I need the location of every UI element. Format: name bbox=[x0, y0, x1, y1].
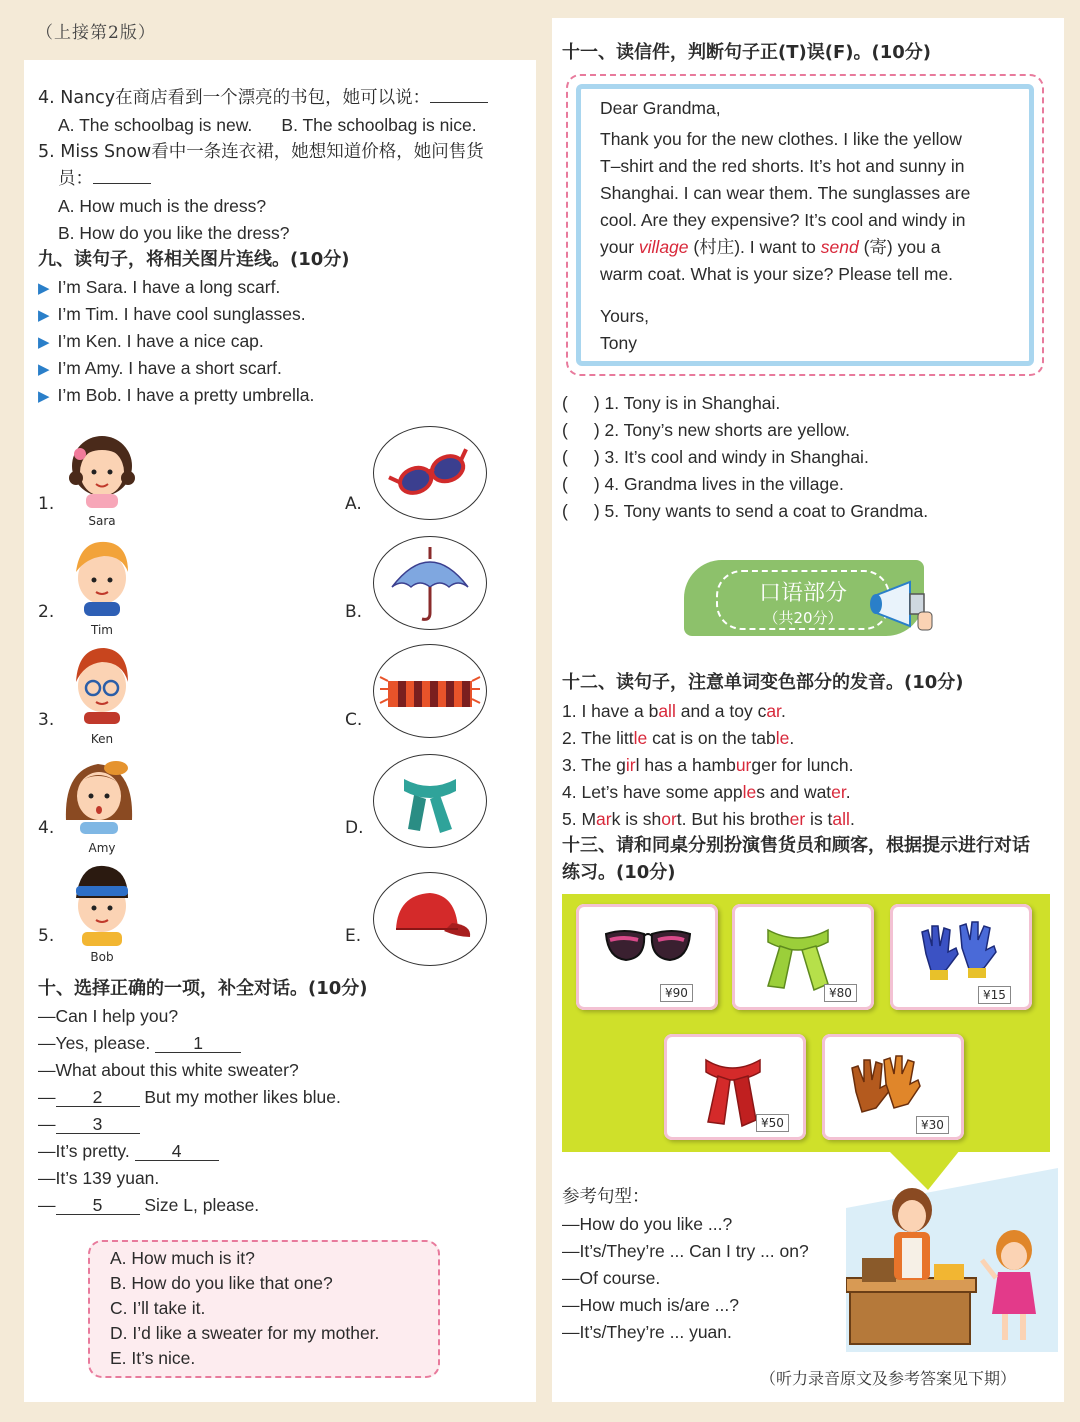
item-letter: E. bbox=[345, 926, 362, 946]
sunglasses-icon bbox=[600, 922, 696, 972]
reference-sentence: —It’s/They’re ... Can I try ... on? bbox=[562, 1241, 809, 1261]
picture-oval bbox=[373, 644, 487, 738]
option-a: A. How much is it? bbox=[110, 1248, 255, 1268]
letter-line: warm coat. What is your size? Please tell me. bbox=[600, 264, 954, 284]
q5-option-b: B. How do you like the dress? bbox=[58, 223, 290, 243]
letter-signature: Tony bbox=[600, 333, 637, 353]
price-tag: ¥80 bbox=[824, 984, 857, 1002]
umbrella-icon bbox=[374, 537, 486, 629]
dialogue-line: — 5 Size L, please. bbox=[38, 1195, 260, 1215]
long-scarf-icon bbox=[374, 645, 486, 737]
price-tag: ¥90 bbox=[660, 984, 693, 1002]
blank-3[interactable]: 3 bbox=[56, 1115, 140, 1134]
person-number: 2. bbox=[38, 602, 55, 622]
blank-4[interactable]: 4 bbox=[135, 1142, 219, 1161]
picture-oval bbox=[373, 536, 487, 630]
person-name: Ken bbox=[90, 732, 114, 746]
picture-oval bbox=[373, 872, 487, 966]
section-9-heading: 九、读句子，将相关图片连线。(10分) bbox=[38, 249, 350, 270]
reference-sentence: —How much is/are ...? bbox=[562, 1295, 739, 1315]
letter-line: cool. Are they expensive? It’s cool and windy in bbox=[600, 210, 966, 230]
section-11-heading: 十一、读信件，判断句子正(T)误(F)。(10分) bbox=[562, 42, 931, 63]
tf-statement-3: ( ) 3. It’s cool and windy in Shanghai. bbox=[562, 447, 869, 467]
shop-card-brown-gloves bbox=[822, 1034, 964, 1140]
q5-option-a: A. How much is the dress? bbox=[58, 196, 267, 216]
gloves-icon bbox=[918, 918, 998, 988]
reference-sentence: —It’s/They’re ... yuan. bbox=[562, 1322, 732, 1342]
boy-tim-icon bbox=[66, 534, 138, 616]
picture-oval bbox=[373, 754, 487, 848]
person-number: 5. bbox=[38, 926, 55, 946]
phonics-sentence-3: 3. The girl has a hamburger for lunch. bbox=[562, 755, 854, 775]
dialogue-line: —It’s pretty. 4 bbox=[38, 1140, 219, 1162]
person-name: Bob bbox=[90, 950, 114, 964]
sec9-sentence-1: ▶ I’m Sara. I have a long scarf. bbox=[38, 277, 281, 297]
sec9-sentence-2: ▶ I’m Tim. I have cool sunglasses. bbox=[38, 304, 306, 324]
boy-ken-icon bbox=[66, 642, 138, 724]
section-12-heading: 十二、读句子，注意单词变色部分的发音。(10分) bbox=[562, 672, 964, 693]
blank-5[interactable]: 5 bbox=[56, 1196, 140, 1215]
shop-card-scarf bbox=[732, 904, 874, 1010]
dialogue-line: —It’s 139 yuan. bbox=[38, 1168, 160, 1188]
oral-subtitle: （共20分） bbox=[763, 609, 843, 627]
sec9-sentence-5: ▶ I’m Bob. I have a pretty umbrella. bbox=[38, 385, 315, 405]
bottom-note: （听力录音原文及参考答案见下期） bbox=[760, 1369, 1017, 1388]
item-letter: C. bbox=[345, 710, 363, 730]
phonics-sentence-4: 4. Let’s have some apples and water. bbox=[562, 782, 851, 802]
phonics-sentence-1: 1. I have a ball and a toy car. bbox=[562, 701, 786, 721]
price-tag: ¥50 bbox=[756, 1114, 789, 1132]
cap-icon bbox=[374, 873, 486, 965]
q4-stem: 4. Nancy在商店看到一个漂亮的书包，她可以说： bbox=[38, 87, 488, 109]
reference-sentence: —How do you like ...? bbox=[562, 1214, 733, 1234]
shop-card-sunglasses bbox=[576, 904, 718, 1010]
dialogue-line: — 2 But my mother likes blue. bbox=[38, 1087, 341, 1107]
dialogue-line: —What about this white sweater? bbox=[38, 1060, 299, 1080]
megaphone-icon bbox=[866, 574, 938, 636]
person-number: 1. bbox=[38, 494, 55, 514]
section-10-heading: 十、选择正确的一项，补全对话。(10分) bbox=[38, 978, 368, 999]
tf-statement-4: ( ) 4. Grandma lives in the village. bbox=[562, 474, 844, 494]
letter-line: your village (村庄). I want to send (寄) you a bbox=[600, 237, 941, 257]
item-letter: A. bbox=[345, 494, 362, 514]
reference-label: 参考句型： bbox=[562, 1187, 650, 1207]
letter-greeting: Dear Grandma, bbox=[600, 98, 721, 118]
dialogue-line: — 3 bbox=[38, 1113, 140, 1135]
shop-scene-illustration bbox=[846, 1168, 1058, 1352]
play-triangle-icon: ▶ bbox=[38, 307, 50, 324]
letter-closing: Yours, bbox=[600, 306, 649, 326]
blank-2[interactable]: 2 bbox=[56, 1088, 140, 1107]
option-b: B. How do you like that one? bbox=[110, 1273, 333, 1293]
option-c: C. I’ll take it. bbox=[110, 1298, 206, 1318]
dialogue-line: —Can I help you? bbox=[38, 1006, 179, 1026]
tf-statement-2: ( ) 2. Tony’s new shorts are yellow. bbox=[562, 420, 850, 440]
brown-gloves-icon bbox=[846, 1048, 926, 1124]
section-13-heading: 十三、请和同桌分别扮演售货员和顾客，根据提示进行对话 bbox=[562, 835, 1030, 856]
sec9-sentence-4: ▶ I’m Amy. I have a short scarf. bbox=[38, 358, 282, 378]
price-tag: ¥15 bbox=[978, 986, 1011, 1004]
price-tag: ¥30 bbox=[916, 1116, 949, 1134]
sec9-sentence-3: ▶ I’m Ken. I have a nice cap. bbox=[38, 331, 264, 351]
section-13-heading-cont: 练习。(10分) bbox=[562, 862, 676, 883]
option-d: D. I’d like a sweater for my mother. bbox=[110, 1323, 380, 1343]
item-letter: D. bbox=[345, 818, 364, 838]
boy-bob-icon bbox=[66, 860, 138, 946]
play-triangle-icon: ▶ bbox=[38, 280, 50, 297]
q5-stem-cont: 员： bbox=[58, 168, 151, 190]
girl-amy-icon bbox=[58, 750, 140, 836]
option-e: E. It’s nice. bbox=[110, 1348, 196, 1368]
reference-sentence: —Of course. bbox=[562, 1268, 661, 1288]
person-name: Sara bbox=[88, 514, 116, 528]
girl-sara-icon bbox=[66, 426, 138, 508]
person-name: Amy bbox=[88, 841, 116, 855]
letter-line: T–shirt and the red shorts. It’s hot and sunny in bbox=[600, 156, 965, 176]
short-scarf-icon bbox=[374, 755, 486, 847]
q5-stem: 5. Miss Snow看中一条连衣裙，她想知道价格，她问售货 bbox=[38, 142, 484, 162]
person-name: Tim bbox=[91, 623, 113, 637]
continued-note: （上接第2版） bbox=[36, 23, 156, 43]
tf-statement-1: ( ) 1. Tony is in Shanghai. bbox=[562, 393, 781, 413]
person-number: 4. bbox=[38, 818, 55, 838]
q4-options: A. The schoolbag is new. B. The schoolbag is nice. bbox=[58, 115, 477, 135]
tf-statement-5: ( ) 5. Tony wants to send a coat to Grandma. bbox=[562, 501, 929, 521]
oral-title: 口语部分 bbox=[758, 581, 847, 606]
play-triangle-icon: ▶ bbox=[38, 361, 50, 378]
item-letter: B. bbox=[345, 602, 363, 622]
shop-card-red-scarf bbox=[664, 1034, 806, 1140]
letter-line: Shanghai. I can wear them. The sunglasses are bbox=[600, 183, 971, 203]
dialogue-line: —Yes, please. 1 bbox=[38, 1032, 241, 1054]
sunglasses-icon bbox=[374, 427, 486, 519]
shop-card-gloves bbox=[890, 904, 1032, 1010]
person-number: 3. bbox=[38, 710, 55, 730]
picture-oval bbox=[373, 426, 487, 520]
play-triangle-icon: ▶ bbox=[38, 334, 50, 351]
phonics-sentence-5: 5. Mark is short. But his brother is tall. bbox=[562, 809, 855, 829]
letter-line: Thank you for the new clothes. I like the yellow bbox=[600, 129, 962, 149]
phonics-sentence-2: 2. The little cat is on the table. bbox=[562, 728, 795, 748]
blank-1[interactable]: 1 bbox=[155, 1034, 241, 1053]
play-triangle-icon: ▶ bbox=[38, 388, 50, 405]
